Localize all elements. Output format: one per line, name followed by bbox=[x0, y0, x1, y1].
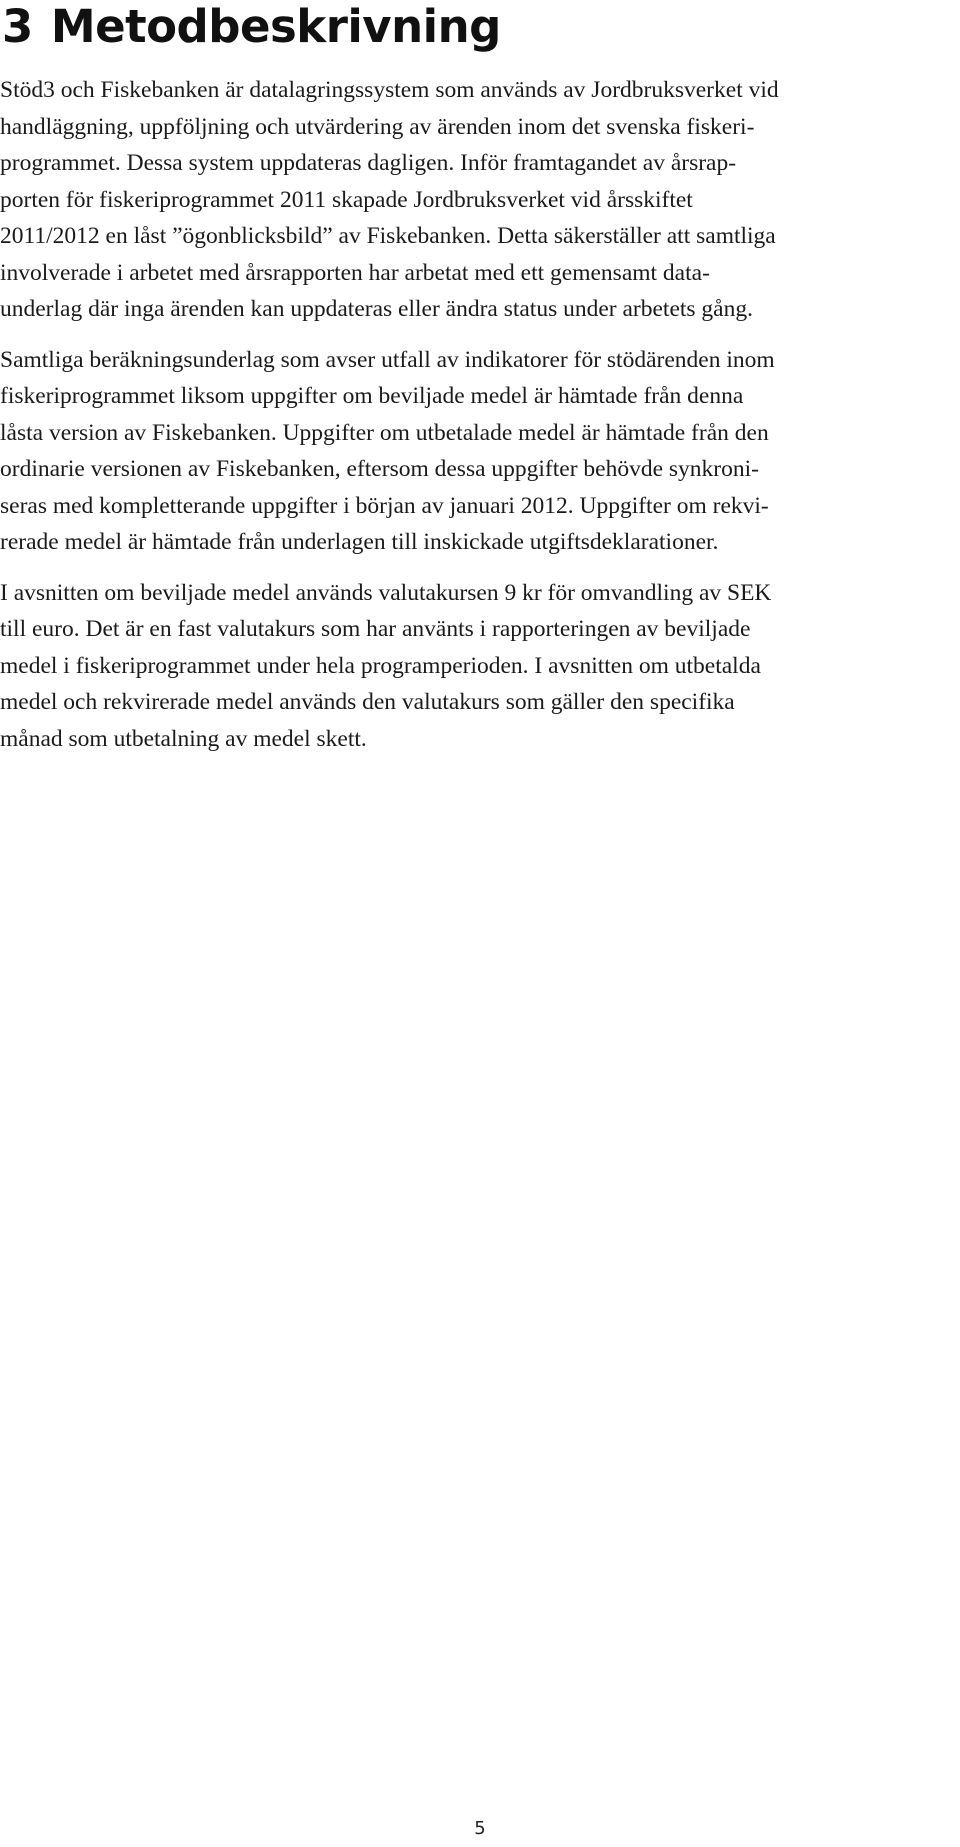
paragraph-3 bbox=[0, 575, 950, 758]
paragraph-2 bbox=[0, 342, 950, 561]
text-line: rerade medel är hämtade från underlagen till inskickade utgiftsdeklarationer. bbox=[0, 529, 719, 555]
text-line: 2011/2012 en låst ”ögonblicksbild” av Fiskebanken. Detta säkerställer att samtliga bbox=[0, 223, 776, 249]
text-line: porten för fiskeriprogrammet 2011 skapade Jordbruksverket vid årsskiftet bbox=[0, 186, 693, 213]
text-line: handläggning, uppföljning och utvärdering av ärenden inom det svenska fiskeri- bbox=[0, 113, 755, 140]
text-line: I avsnitten om beviljade medel används valutakursen 9 kr för omvandling av SEK bbox=[0, 579, 772, 606]
paragraph-1 bbox=[0, 72, 950, 328]
text-line: fiskeriprogrammet liksom uppgifter om beviljade medel är hämtade från denna bbox=[0, 383, 744, 409]
text-line: involverade i arbetet med årsrapporten har arbetat med ett gemensamt data- bbox=[0, 259, 710, 286]
page-number: 5 bbox=[474, 1818, 486, 1839]
text-line: programmet. Dessa system uppdateras dagligen. Inför framtagandet av årsrap- bbox=[0, 150, 737, 176]
text-line: Samtliga beräkningsunderlag som avser utfall av indikatorer för stödärenden inom bbox=[0, 346, 775, 373]
text-line: månad som utbetalning av medel skett. bbox=[0, 725, 367, 752]
text-line: medel i fiskeriprogrammet under hela programperioden. I avsnitten om utbetalda bbox=[0, 652, 761, 679]
body-text bbox=[0, 72, 950, 771]
section-title: Metodbeskrivning bbox=[50, 0, 501, 53]
text-line: seras med kompletterande uppgifter i början av januari 2012. Uppgifter om rekvi- bbox=[0, 492, 769, 519]
text-line: ordinarie versionen av Fiskebanken, eftersom dessa uppgifter behövde synkroni- bbox=[0, 456, 759, 482]
section-number: 3 bbox=[2, 0, 33, 53]
text-line: Stöd3 och Fiskebanken är datalagringssystem som används av Jordbruksverket vid bbox=[0, 77, 779, 103]
text-line: medel och rekvirerade medel används den valutakurs som gäller den specifika bbox=[0, 689, 735, 715]
text-line: underlag där inga ärenden kan uppdateras eller ändra status under arbetets gång. bbox=[0, 296, 753, 322]
text-line: låsta version av Fiskebanken. Uppgifter om utbetalade medel är hämtade från den bbox=[0, 419, 769, 446]
section-heading bbox=[2, 2, 501, 52]
text-line: till euro. Det är en fast valutakurs som har använts i rapporteringen av beviljade bbox=[0, 616, 751, 642]
